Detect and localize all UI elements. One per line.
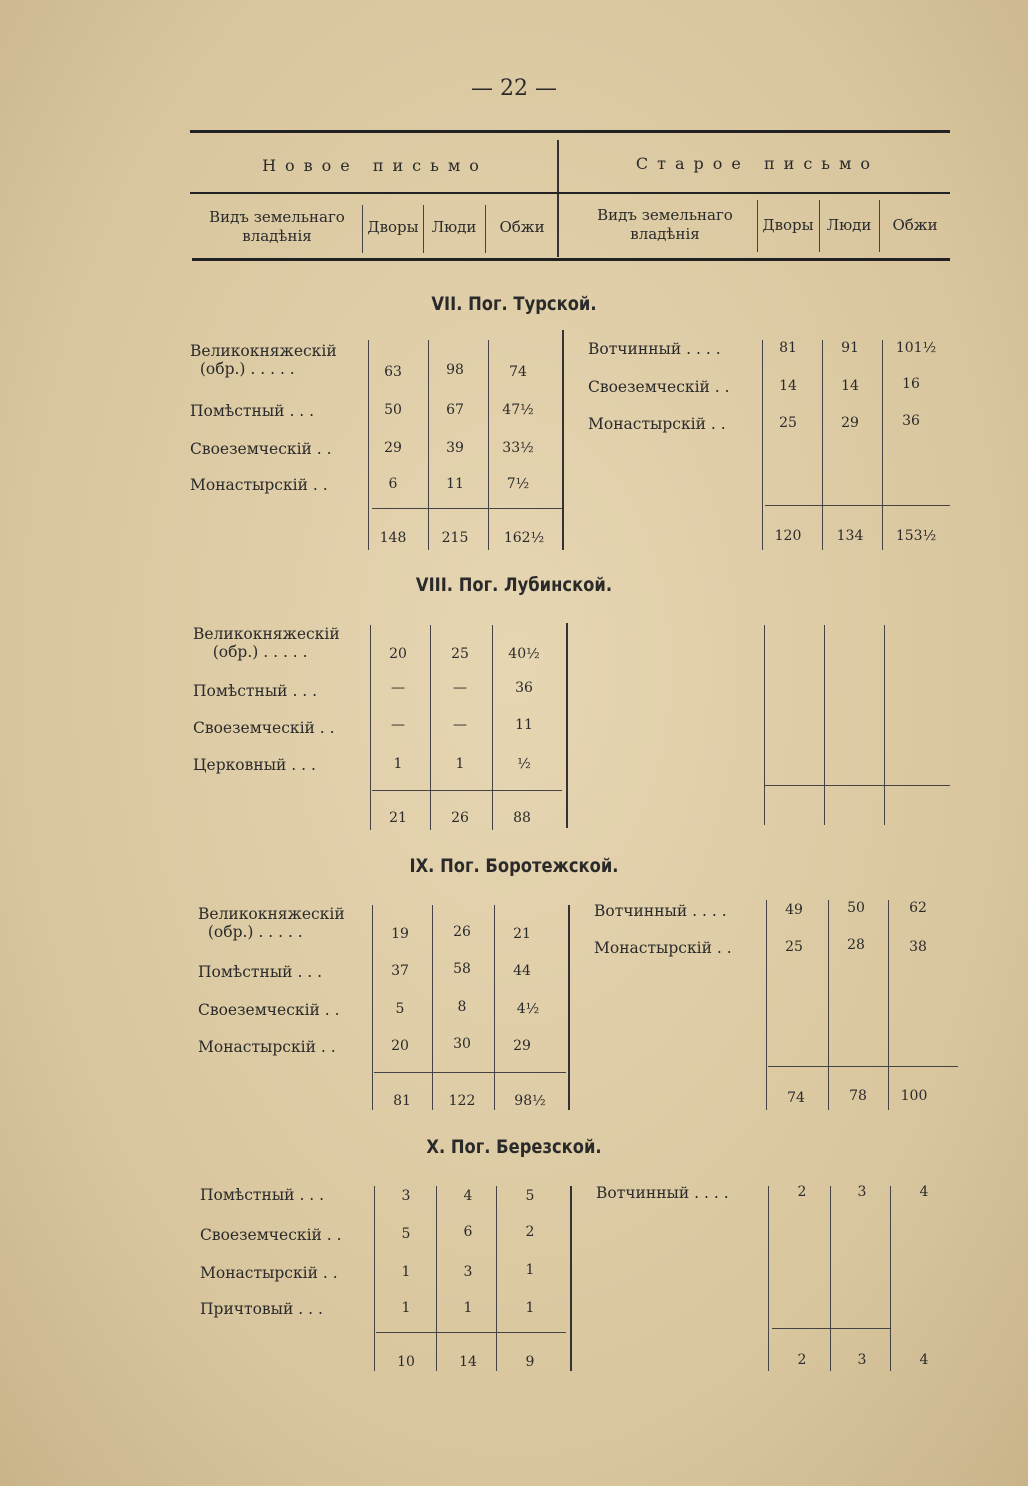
row-label: Вотчинный . . . . xyxy=(594,902,727,920)
total-people: 134 xyxy=(836,528,864,544)
col-people-new: Люди xyxy=(431,218,477,236)
column-line xyxy=(884,625,885,825)
old-letter-heading: Старое письмо xyxy=(635,154,880,173)
cell-people: 29 xyxy=(841,415,859,431)
cell-households: 1 xyxy=(401,1300,411,1316)
section-divider xyxy=(568,905,570,1110)
row-label-text: Вотчинный xyxy=(594,902,688,920)
row-label-text: Помѣстный xyxy=(198,963,293,981)
cell-obzhi: 1 xyxy=(525,1262,535,1278)
column-line xyxy=(888,900,889,1110)
column-line xyxy=(494,905,495,1110)
cell-obzhi: 4½ xyxy=(516,1001,540,1017)
section-divider xyxy=(570,1186,572,1371)
row-label: Помѣстный . . . xyxy=(200,1186,325,1204)
total-obzhi: 98½ xyxy=(514,1093,546,1109)
cell-obzhi: 11 xyxy=(515,717,533,733)
cell-people: — xyxy=(453,680,467,696)
column-line xyxy=(882,340,883,550)
total-rule xyxy=(372,790,562,791)
col-households-new: Дворы xyxy=(367,218,419,236)
cell-people: 4 xyxy=(463,1188,473,1204)
row-label: Великокняжескій (обр.) . . . . . xyxy=(198,905,345,941)
header-col-line xyxy=(485,205,486,253)
cell-people: — xyxy=(453,717,467,733)
cell-obzhi: 5 xyxy=(525,1188,535,1204)
cell-people: 8 xyxy=(457,999,467,1015)
row-label-text: Монастырскій xyxy=(198,1038,316,1056)
total-households: 21 xyxy=(389,810,407,826)
row-label-text: Помѣстный xyxy=(200,1186,295,1204)
cell-people: 98 xyxy=(446,362,464,378)
column-line xyxy=(828,900,829,1110)
cell-obzhi: 29 xyxy=(513,1038,531,1054)
cell-households: 6 xyxy=(388,476,398,492)
col-kind-old: Видъ земельнаго владѣнія xyxy=(597,206,733,243)
total-obzhi: 100 xyxy=(900,1088,928,1104)
total-obzhi: 162½ xyxy=(503,530,545,546)
column-line xyxy=(436,1186,437,1371)
col-obzhi-old: Обжи xyxy=(892,216,938,234)
total-obzhi: 88 xyxy=(513,810,531,826)
cell-obzhi: 33½ xyxy=(502,440,534,456)
header-top-rule xyxy=(190,130,950,133)
cell-households: 5 xyxy=(401,1226,411,1242)
section-title-vii: VII. Пог. Турской. xyxy=(431,293,597,315)
cell-households: 14 xyxy=(779,378,797,394)
page-number: — 22 — xyxy=(471,76,557,101)
total-people: 3 xyxy=(857,1352,867,1368)
column-line xyxy=(830,1186,831,1371)
column-line xyxy=(368,340,369,550)
total-households: 81 xyxy=(393,1093,411,1109)
total-households: 148 xyxy=(379,530,407,546)
total-rule xyxy=(768,1066,958,1067)
header-col-line xyxy=(757,200,758,252)
row-label-text: Церковный xyxy=(193,756,287,774)
total-people: 78 xyxy=(849,1088,867,1104)
cell-obzhi: 16 xyxy=(902,376,920,392)
cell-obzhi: 40½ xyxy=(508,646,540,662)
row-label: Своеземческій . . xyxy=(588,378,730,396)
row-label: Своеземческій . . xyxy=(190,440,332,458)
cell-households: 1 xyxy=(393,756,403,772)
cell-households: 29 xyxy=(384,440,402,456)
row-label: Причтовый . . . xyxy=(200,1300,323,1318)
cell-obzhi: 101½ xyxy=(895,340,937,356)
row-label-text: Монастырскій xyxy=(200,1264,318,1282)
row-label: Великокняжескій (обр.) . . . . . xyxy=(190,342,337,378)
cell-obzhi: 36 xyxy=(515,680,533,696)
cell-households: 37 xyxy=(391,963,409,979)
row-label-text: Своеземческій xyxy=(588,378,710,396)
cell-people: 91 xyxy=(841,340,859,356)
cell-households: 3 xyxy=(401,1188,411,1204)
cell-households: — xyxy=(391,717,405,733)
col-households-old: Дворы xyxy=(762,216,814,234)
header-col-line xyxy=(819,200,820,252)
total-households: 74 xyxy=(787,1090,805,1106)
cell-obzhi: ½ xyxy=(517,756,531,772)
header-col-line xyxy=(362,205,363,253)
row-label: Монастырскій . . xyxy=(200,1264,338,1282)
total-people: 26 xyxy=(451,810,469,826)
cell-people: 6 xyxy=(463,1224,473,1240)
total-rule xyxy=(374,1072,566,1073)
empty-total-rule xyxy=(765,785,950,786)
row-label: Монастырскій . . xyxy=(198,1038,336,1056)
cell-obzhi: 47½ xyxy=(502,402,534,418)
row-label: Церковный . . . xyxy=(193,756,316,774)
row-label-text: Вотчинный xyxy=(588,340,682,358)
cell-obzhi: 2 xyxy=(525,1224,535,1240)
header-divider xyxy=(557,140,559,257)
cell-households: 49 xyxy=(785,902,803,918)
row-label: Вотчинный . . . . xyxy=(588,340,721,358)
column-line xyxy=(488,340,489,550)
cell-households: — xyxy=(391,680,405,696)
total-households: 10 xyxy=(397,1354,415,1370)
cell-people: 58 xyxy=(453,961,471,977)
total-rule xyxy=(376,1332,566,1333)
row-label-text: Своеземческій xyxy=(200,1226,322,1244)
row-label: Великокняжескій (обр.) . . . . . xyxy=(193,625,340,661)
cell-people: 30 xyxy=(453,1036,471,1052)
cell-obzhi: 38 xyxy=(909,939,927,955)
total-households: 2 xyxy=(797,1352,807,1368)
cell-people: 25 xyxy=(451,646,469,662)
column-line xyxy=(824,625,825,825)
cell-households: 81 xyxy=(779,340,797,356)
cell-people: 50 xyxy=(847,900,865,916)
cell-people: 26 xyxy=(453,924,471,940)
col-people-old: Люди xyxy=(826,216,872,234)
col-obzhi-new: Обжи xyxy=(499,218,545,236)
total-households: 120 xyxy=(774,528,802,544)
cell-people: 11 xyxy=(446,476,464,492)
cell-households: 2 xyxy=(797,1184,807,1200)
row-label-text: Вотчинный xyxy=(596,1184,690,1202)
row-label-text: Помѣстный xyxy=(190,402,285,420)
cell-obzhi: 74 xyxy=(509,364,527,380)
cell-households: 50 xyxy=(384,402,402,418)
total-people: 122 xyxy=(448,1093,476,1109)
cell-obzhi: 21 xyxy=(513,926,531,942)
total-people: 14 xyxy=(459,1354,477,1370)
section-title-viii: VIII. Пог. Лубинской. xyxy=(415,574,613,596)
cell-obzhi: 36 xyxy=(902,413,920,429)
new-letter-heading: Новое письмо xyxy=(262,156,488,175)
row-label: Помѣстный . . . xyxy=(193,682,318,700)
cell-obzhi: 44 xyxy=(513,963,531,979)
row-label-text: Своеземческій xyxy=(198,1001,320,1019)
row-label: Монастырскій . . xyxy=(588,415,726,433)
cell-households: 20 xyxy=(389,646,407,662)
column-line xyxy=(762,340,763,550)
row-label-text: Монастырскій xyxy=(190,476,308,494)
cell-households: 1 xyxy=(401,1264,411,1280)
column-line xyxy=(370,625,371,830)
column-line xyxy=(890,1186,891,1371)
column-line xyxy=(430,625,431,830)
cell-people: 1 xyxy=(455,756,465,772)
cell-people: 1 xyxy=(463,1300,473,1316)
total-rule xyxy=(372,508,562,509)
column-line xyxy=(492,625,493,830)
column-line xyxy=(768,1186,769,1371)
header-mid-rule xyxy=(190,192,950,194)
row-label: Своеземческій . . xyxy=(193,719,335,737)
row-label-text: Своеземческій xyxy=(190,440,312,458)
column-line xyxy=(372,905,373,1110)
total-rule xyxy=(772,1328,890,1329)
cell-households: 25 xyxy=(779,415,797,431)
row-label-text: Монастырскій xyxy=(594,939,712,957)
row-label-text: Своеземческій xyxy=(193,719,315,737)
total-obzhi: 4 xyxy=(919,1352,929,1368)
row-label: Своеземческій . . xyxy=(198,1001,340,1019)
row-label-text: Монастырскій xyxy=(588,415,706,433)
cell-households: 19 xyxy=(391,926,409,942)
column-line xyxy=(432,905,433,1110)
cell-households: 25 xyxy=(785,939,803,955)
header-col-line xyxy=(423,205,424,253)
total-people: 215 xyxy=(441,530,469,546)
total-rule xyxy=(765,505,950,506)
column-line xyxy=(766,900,767,1110)
cell-obzhi: 1 xyxy=(525,1300,535,1316)
column-line xyxy=(822,340,823,550)
header-col-line xyxy=(879,200,880,252)
section-divider xyxy=(562,330,564,550)
row-label: Своеземческій . . xyxy=(200,1226,342,1244)
section-divider xyxy=(566,623,568,828)
column-line xyxy=(374,1186,375,1371)
cell-obzhi: 7½ xyxy=(506,476,530,492)
row-label: Вотчинный . . . . xyxy=(596,1184,729,1202)
row-label-text: Помѣстный xyxy=(193,682,288,700)
cell-people: 28 xyxy=(847,937,865,953)
total-obzhi: 153½ xyxy=(895,528,937,544)
cell-obzhi: 4 xyxy=(919,1184,929,1200)
row-label: Монастырскій . . xyxy=(594,939,732,957)
section-title-x: X. Пог. Березской. xyxy=(426,1136,602,1158)
cell-people: 14 xyxy=(841,378,859,394)
row-label: Монастырскій . . xyxy=(190,476,328,494)
cell-people: 39 xyxy=(446,440,464,456)
header-bottom-rule xyxy=(192,258,950,261)
column-line xyxy=(496,1186,497,1371)
col-kind-new: Видъ земельнаго владѣнія xyxy=(209,208,345,245)
cell-people: 3 xyxy=(857,1184,867,1200)
cell-people: 3 xyxy=(463,1264,473,1280)
section-title-ix: IX. Пог. Боротежской. xyxy=(409,855,619,877)
cell-households: 20 xyxy=(391,1038,409,1054)
row-label-text: Причтовый xyxy=(200,1300,294,1318)
cell-households: 63 xyxy=(384,364,402,380)
column-line xyxy=(764,625,765,825)
cell-people: 67 xyxy=(446,402,464,418)
row-label: Помѣстный . . . xyxy=(198,963,323,981)
cell-households: 5 xyxy=(395,1001,405,1017)
cell-obzhi: 62 xyxy=(909,900,927,916)
row-label: Помѣстный . . . xyxy=(190,402,315,420)
total-obzhi: 9 xyxy=(525,1354,535,1370)
column-line xyxy=(428,340,429,550)
